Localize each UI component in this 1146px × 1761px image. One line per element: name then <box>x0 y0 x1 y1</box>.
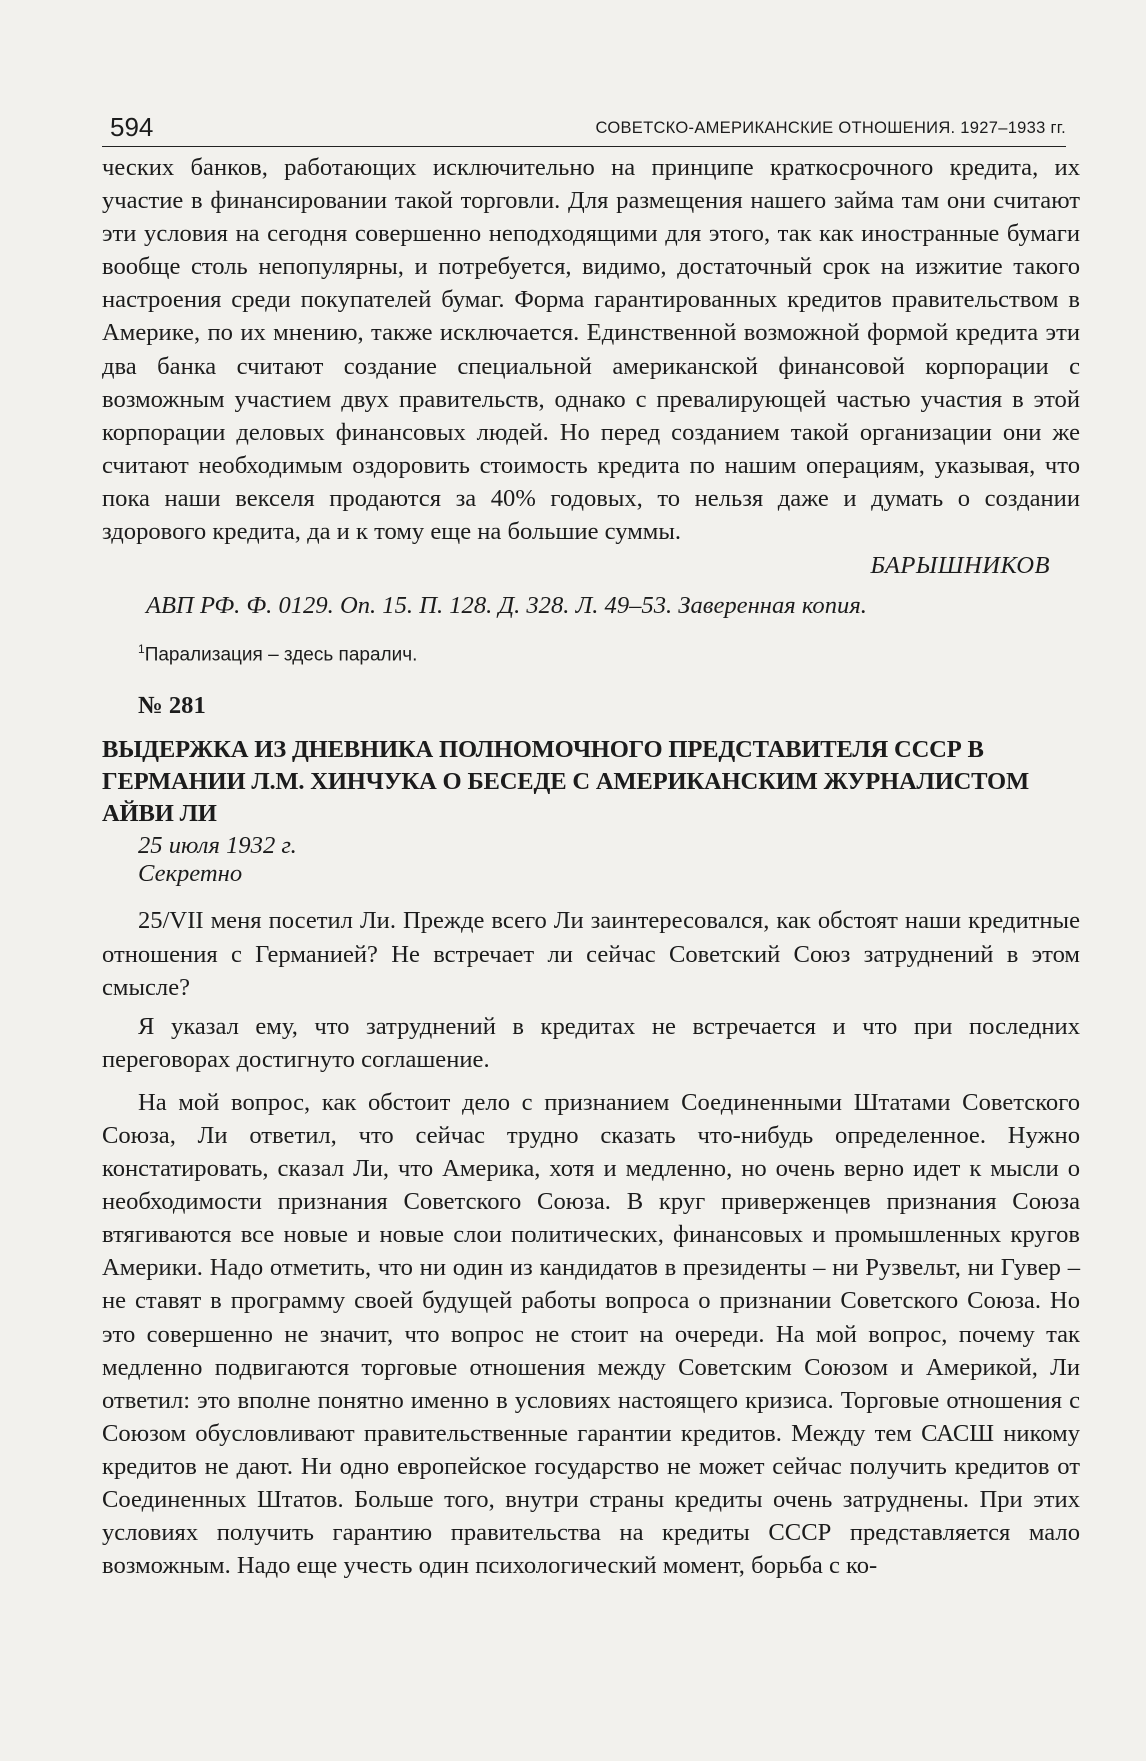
document-body <box>102 904 1086 1582</box>
document-title: ВЫДЕРЖКА ИЗ ДНЕВНИКА ПОЛНОМОЧНОГО ПРЕДСТАВИТЕЛЯ СССР В ГЕРМАНИИ Л.М. ХИНЧУКА О БЕСЕДЕ С АМЕРИКАНСКИМ ЖУРНАЛИСТОМ АЙВИ ЛИ <box>102 736 1029 828</box>
running-head: СОВЕТСКО-АМЕРИКАНСКИЕ ОТНОШЕНИЯ. 1927–1933 гг. <box>595 119 1066 137</box>
main-text <box>102 151 1086 548</box>
body-paragraph: На мой вопрос, как обстоит дело с признанием Соединенными Штатами Советского Союза, Ли ответил, что сейчас трудно сказать что-нибудь определенное. Нужно констатировать, сказал Ли, что Америка, хотя и медленно, но очень верно идет к мысли о необходимости признания Советского Союза. В круг приверженцев признания Союза втягиваются все новые и новые слои политических, финансовых и промышленных кругов Америки. Надо отметить, что ни один из кандидатов в президенты – ни Рузвельт, ни Гувер – не ставят в программу своей будущей работы вопроса о признании Советского Союза. Но это совершенно не значит, что вопрос не стоит на очереди. На мой вопрос, почему так медленно подвигаются торговые отношения между Советским Союзом и Америкой, Ли ответил: это вполне понятно именно в условиях настоящего кризиса. Торговые отношения с Союзом обусловливают правительственные гарантии кредитов. Между тем САСШ никому кредитов не дают. Ни одно европейское государство не может сейчас получить кредитов от Соединенных Штатов. Больше того, внутри страны кредиты очень затруднены. При этих условиях получить гарантию правительства на кредиты СССР представляется мало возможным. Надо еще учесть один психологический момент, борьба с ко- <box>102 1088 1080 1580</box>
archive-reference: АВП РФ. Ф. 0129. Оп. 15. П. 128. Д. 328. Л. 49–53. Заверенная копия. <box>146 592 867 620</box>
page-number: 594 <box>110 112 154 142</box>
signature: БАРЫШНИКОВ <box>870 552 1050 580</box>
footnote-marker: 1 <box>138 642 145 657</box>
body-paragraph: Я указал ему, что затруднений в кредитах не встречается и что при последних переговорах достигнуто соглашение. <box>102 1012 1080 1073</box>
footnote <box>138 642 1086 666</box>
page-header <box>102 112 1066 147</box>
body-paragraph: 25/VII меня посетил Ли. Прежде всего Ли заинтересовался, как обстоят наши кредитные отношения с Германией? Не встречает ли сейчас Советский Союз затруднений в этом смысле? <box>102 907 1080 1001</box>
document-number: № 281 <box>138 692 206 720</box>
document-date: 25 июля 1932 г. <box>138 832 297 860</box>
document-classification: Секретно <box>138 860 243 888</box>
footnote-text: Парализация – здесь паралич. <box>144 644 418 666</box>
continuation-paragraph: ческих банков, работающих исключительно на принципе краткосрочного кредита, их участие в финансировании такой торговли. Для размещения нашего займа там они считают эти условия на сегодня совершенно неподходящими для этого, так как иностранные бумаги вообще столь непопулярны, и потребуется, видимо, достаточный срок на изжитие такого настроения среди покупателей бумаг. Форма гарантированных кредитов правительством в Америке, по их мнению, также исключается. Единственной возможной формой кредита эти два банка считают создание специальной американской финансовой корпорации с возможным участием двух правительств, однако с превалирующей частью участия в этой корпорации деловых финансовых людей. Но перед созданием такой организации они же считают необходимым оздоровить стоимость кредита по нашим операциям, указывая, что пока наши векселя продаются за 40% годовых, то нельзя даже и думать о создании здорового кредита, да и к тому еще на большие суммы. <box>102 154 1080 546</box>
